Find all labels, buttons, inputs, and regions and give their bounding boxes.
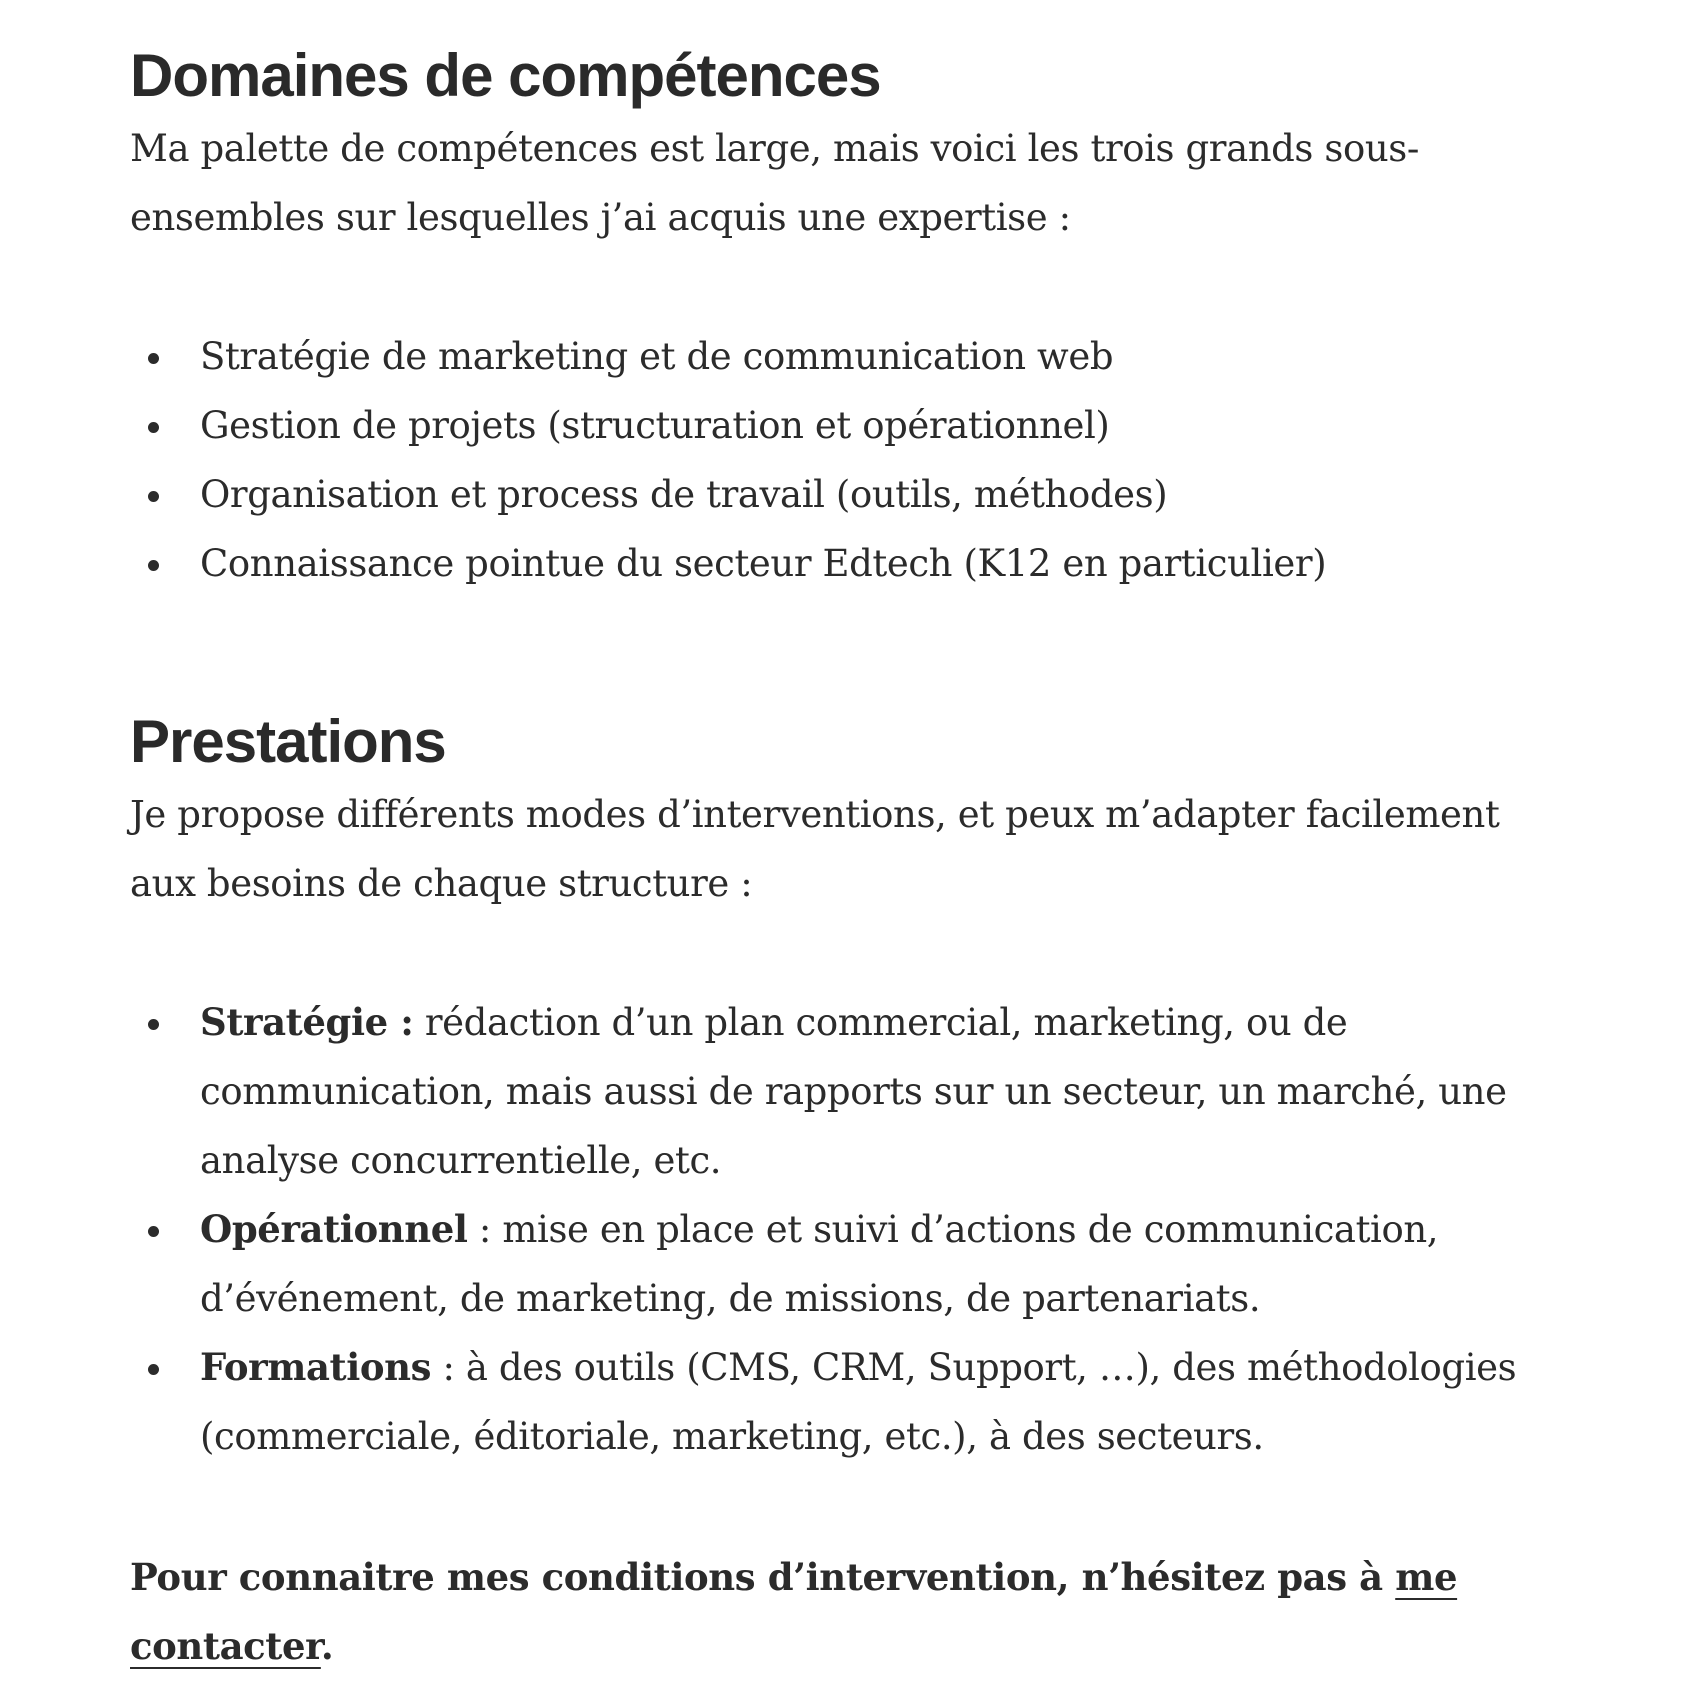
- item-text: rédaction d’un plan commercial, marketing, ou de communication, mais aussi de rapports sur un secteur, un marché, une analyse concurrentielle, etc.: [200, 1001, 1507, 1182]
- prestations-list: [130, 988, 1570, 1471]
- competences-intro: Ma palette de compétences est large, mais voici les trois grands sous-ensembles sur lesquelles j’ai acquis une expertise :: [130, 127, 1419, 239]
- section-prestations: [130, 704, 1570, 1471]
- contact-link[interactable]: me contacter: [130, 1555, 1458, 1668]
- list-item: [200, 1333, 1570, 1471]
- list-item: Gestion de projets (structuration et opérationnel): [200, 391, 1570, 460]
- competences-list: [130, 322, 1570, 598]
- contact-text: Pour connaitre mes conditions d’intervention, n’hésitez pas à: [130, 1555, 1396, 1599]
- list-item: Connaissance pointue du secteur Edtech (K12 en particulier): [200, 529, 1570, 598]
- item-text: : à des outils (CMS, CRM, Support, …), des méthodologies (commerciale, éditoriale, marketing, etc.), à des secteurs.: [200, 1346, 1517, 1458]
- contact-paragraph: [130, 1543, 1570, 1681]
- item-label: Stratégie :: [200, 1000, 414, 1044]
- section-competences: [130, 38, 1570, 598]
- list-item: Organisation et process de travail (outils, méthodes): [200, 460, 1570, 529]
- list-item: [200, 1195, 1570, 1333]
- prestations-intro: Je propose différents modes d’interventions, et peux m’adapter facilement aux besoins de chaque structure :: [130, 793, 1500, 905]
- contact-end: .: [320, 1624, 334, 1668]
- main-content: [130, 38, 1570, 1681]
- item-label: Formations: [200, 1345, 432, 1389]
- list-item: [200, 988, 1570, 1195]
- item-label: Opérationnel: [200, 1207, 468, 1251]
- competences-heading: Domaines de compétences: [130, 42, 881, 109]
- list-item: Stratégie de marketing et de communication web: [200, 322, 1570, 391]
- prestations-heading: Prestations: [130, 708, 446, 775]
- item-text: : mise en place et suivi d’actions de communication, d’événement, de marketing, de missions, de partenariats.: [200, 1208, 1439, 1320]
